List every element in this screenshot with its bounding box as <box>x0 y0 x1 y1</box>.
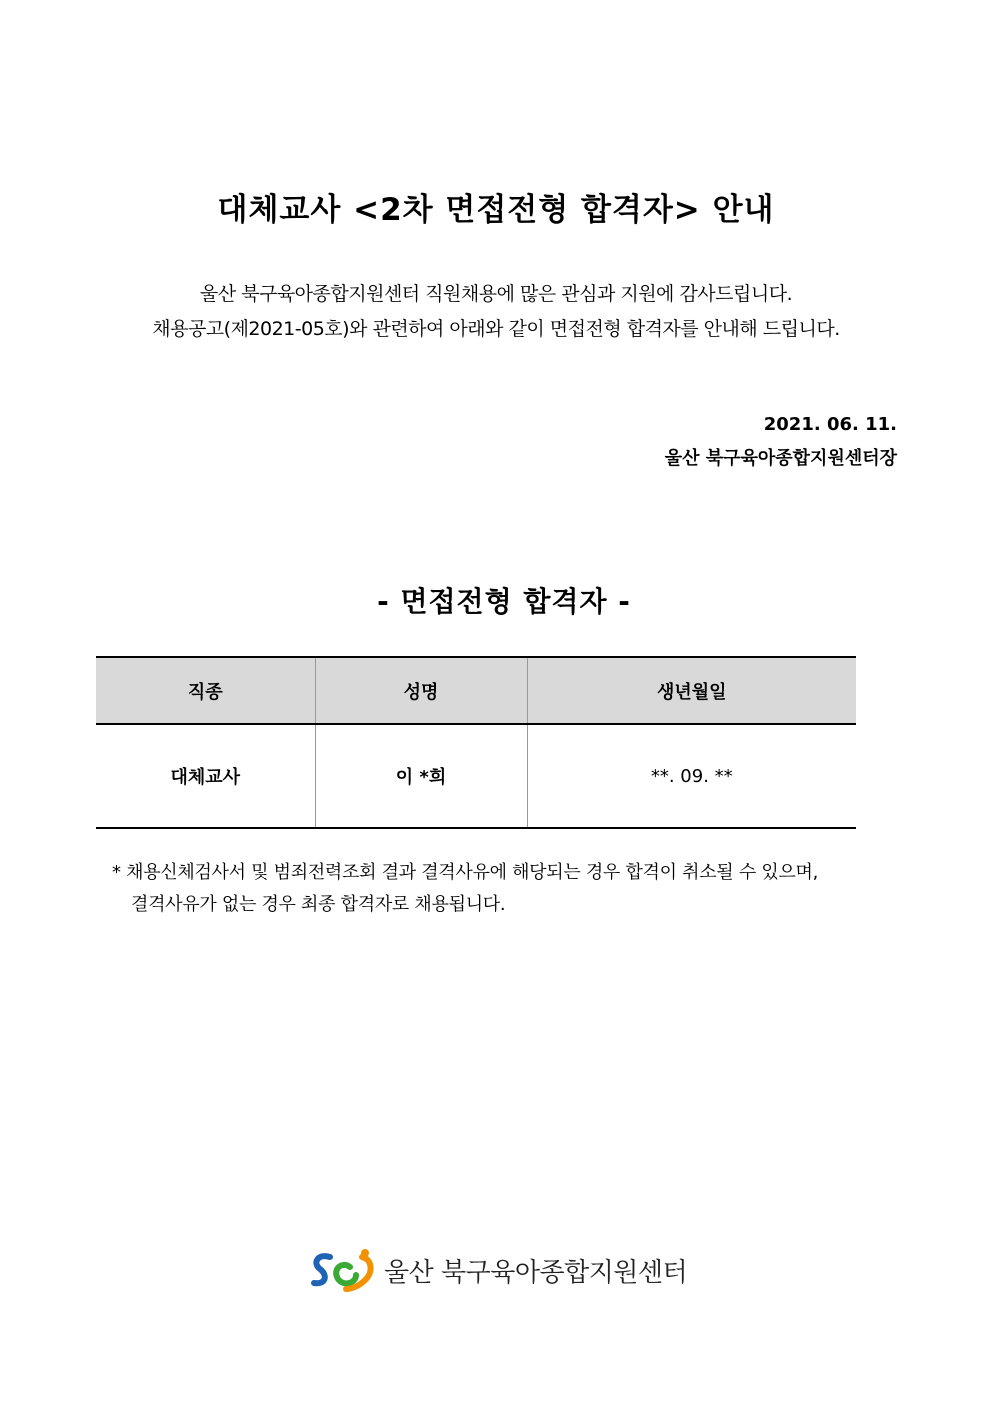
issue-date: 2021. 06. 11. <box>763 414 897 435</box>
note-line-1: * 채용신체검사서 및 범죄전력조회 결과 결격사유에 해당되는 경우 합격이 취소될 수 있으며, <box>112 862 819 883</box>
intro-line-2: 채용공고(제2021-05호)와 관련하여 아래와 같이 면접전형 합격자를 안내해 드립니다. <box>152 318 840 340</box>
intro-line-1: 울산 북구육아종합지원센터 직원채용에 많은 관심과 지원에 감사드립니다. <box>199 283 793 305</box>
footer-logo <box>310 1247 687 1293</box>
section-title: - 면접전형 합격자 - <box>377 585 631 618</box>
header-name: 성명 <box>315 657 527 724</box>
cell-birthdate: **. 09. ** <box>527 724 856 828</box>
table-header-row <box>96 657 856 724</box>
center-logo-icon <box>310 1247 376 1293</box>
results-table <box>96 656 856 829</box>
cell-job-type: 대체교사 <box>96 724 315 828</box>
header-job-type: 직종 <box>96 657 315 724</box>
header-birthdate: 생년월일 <box>527 657 856 724</box>
issuer-name: 울산 북구육아종합지원센터장 <box>664 448 897 469</box>
document-title: 대체교사 <2차 면접전형 합격자> 안내 <box>217 192 775 228</box>
cell-name: 이 *희 <box>315 724 527 828</box>
table-row <box>96 724 856 828</box>
note-line-2: 결격사유가 없는 경우 최종 합격자로 채용됩니다. <box>131 894 506 915</box>
footer-org-name: 울산 북구육아종합지원센터 <box>384 1257 688 1288</box>
